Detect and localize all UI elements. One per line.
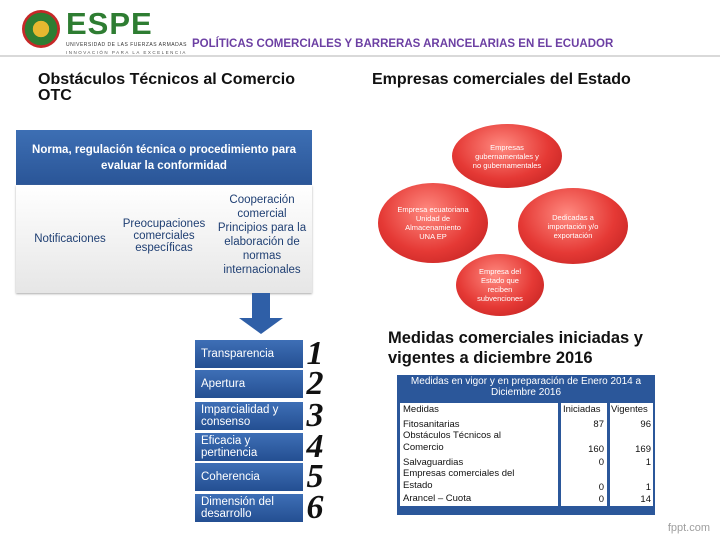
slide-header-title: POLÍTICAS COMERCIALES Y BARRERAS ARANCELARIAS EN EL ECUADOR bbox=[192, 38, 614, 50]
ellipse-subsidies bbox=[456, 254, 544, 316]
cooperacion-label: Cooperación comercial Principios para la elaboración de normas internacionales bbox=[217, 194, 307, 276]
footer-watermark: fppt.com bbox=[667, 522, 710, 534]
initiated-value: 160 bbox=[588, 444, 604, 455]
ellipse-text: Empresa ecuatoriana Unidad de Almacenamiento UNA EP bbox=[397, 205, 469, 241]
principle-label: Apertura bbox=[201, 378, 246, 390]
current-column bbox=[610, 403, 653, 506]
ellipse-import-export bbox=[518, 188, 628, 264]
norm-box-text: Norma, regulación técnica o procedimiento para evaluar la conformidad bbox=[32, 144, 296, 172]
current-value: 169 bbox=[635, 444, 651, 455]
otc-heading: Obstáculos Técnicos al Comercio OTC bbox=[38, 71, 295, 104]
numeral-icon: 3 bbox=[306, 397, 324, 434]
column-header-initiated: Iniciadas bbox=[563, 404, 601, 415]
principle-row bbox=[195, 494, 303, 522]
principle-label: Transparencia bbox=[201, 348, 275, 360]
principle-row bbox=[195, 370, 303, 398]
university-logo bbox=[22, 6, 192, 55]
principle-label: Imparcialidad y consenso bbox=[201, 404, 279, 428]
principle-row bbox=[195, 402, 303, 430]
current-value: 1 bbox=[645, 482, 651, 493]
university-seal-icon bbox=[22, 10, 60, 48]
ellipse-text: Dedicadas a importación y/o exportación bbox=[547, 212, 599, 240]
notificaciones-label: Notificaciones bbox=[34, 233, 106, 245]
ellipse-text: Empresa del Estado que reciben subvenciones bbox=[477, 267, 523, 303]
down-arrow-head-icon bbox=[239, 318, 283, 334]
initiated-value: 0 bbox=[598, 482, 604, 493]
current-value: 96 bbox=[640, 419, 651, 430]
initiated-value: 0 bbox=[598, 457, 604, 468]
university-motto: INNOVACIÓN PARA LA EXCELENCIA bbox=[66, 50, 187, 55]
table-row-name: Empresas comerciales del Estado bbox=[403, 468, 515, 491]
ellipse-government-enterprises bbox=[452, 124, 562, 188]
table-row-name: Salvaguardias bbox=[403, 457, 464, 468]
initiated-column bbox=[561, 403, 607, 506]
principle-label: Coherencia bbox=[201, 471, 260, 483]
numeral-icon: 1 bbox=[306, 335, 324, 372]
state-enterprises-heading: Empresas comerciales del Estado bbox=[372, 71, 631, 88]
principle-label: Eficacia y pertinencia bbox=[201, 435, 258, 459]
numeral-icon: 4 bbox=[306, 428, 324, 465]
university-name: UNIVERSIDAD DE LAS FUERZAS ARMADAS bbox=[66, 42, 187, 48]
ellipse-una-ep bbox=[378, 183, 488, 263]
measures-name-column bbox=[400, 403, 558, 506]
numeral-icon: 2 bbox=[306, 365, 324, 402]
principle-row bbox=[195, 463, 303, 491]
preocupaciones-label: Preocupaciones comerciales específicas bbox=[122, 218, 206, 254]
column-header-measures: Medidas bbox=[403, 404, 439, 415]
numeral-icon: 5 bbox=[306, 458, 324, 495]
current-value: 1 bbox=[645, 457, 651, 468]
table-row-name: Arancel – Cuota bbox=[403, 493, 472, 504]
header-divider bbox=[0, 55, 720, 57]
table-row-name: Obstáculos Técnicos al Comercio bbox=[403, 430, 502, 453]
norm-box bbox=[16, 130, 312, 185]
column-header-current: Vigentes bbox=[611, 404, 648, 415]
ellipse-text: Empresas gubernamentales y no gubernamentales bbox=[472, 142, 542, 170]
measures-table-title: Medidas en vigor y en preparación de Enero 2014 a Diciembre 2016 bbox=[410, 376, 642, 398]
initiated-value: 87 bbox=[593, 419, 604, 430]
principle-row bbox=[195, 433, 303, 461]
down-arrow-icon bbox=[252, 293, 270, 319]
principle-row bbox=[195, 340, 303, 368]
brand-wordmark: ESPE bbox=[66, 6, 153, 41]
measures-heading: Medidas comerciales iniciadas y vigentes a diciembre 2016 bbox=[388, 329, 643, 367]
initiated-value: 0 bbox=[598, 494, 604, 505]
table-row-name: Fitosanitarias bbox=[403, 419, 460, 430]
numeral-icon: 6 bbox=[306, 489, 324, 526]
principle-label: Dimensión del desarrollo bbox=[201, 496, 274, 520]
current-value: 14 bbox=[640, 494, 651, 505]
